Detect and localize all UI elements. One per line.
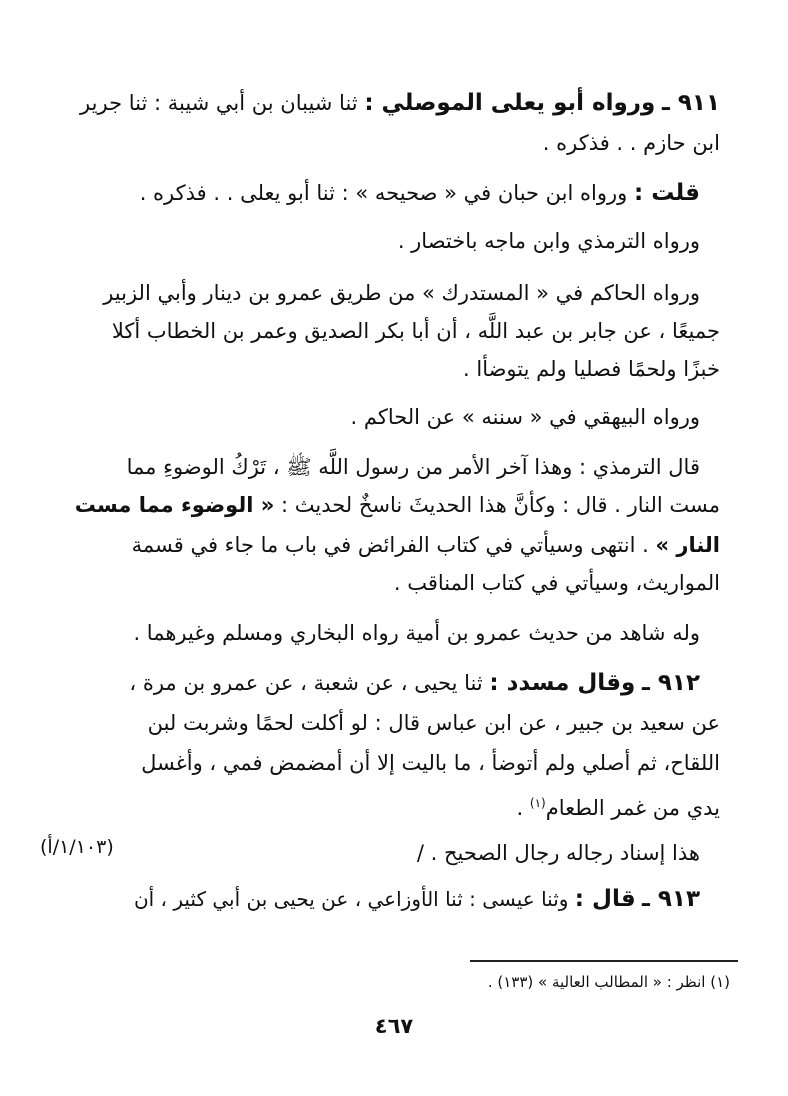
- hadith-number: ٩١٣ ـ: [642, 886, 700, 912]
- para-hakim-line-2: جميعًا ، عن جابر بن عبد اللَّه ، أن أبا بكر الصديق وعمر بن الخطاب أكلا: [111, 319, 720, 343]
- hadith-number: ٩١١ ـ: [662, 90, 720, 116]
- manuscript-margin-reference: (١/١٠٣/أ): [40, 836, 114, 858]
- narrator-lead: قال :: [574, 886, 636, 912]
- note-lead: قلت :: [633, 180, 700, 206]
- hadith-text: وثنا عيسى : ثنا الأوزاعي ، عن يحيى بن أبي كثير ، أن: [133, 887, 569, 911]
- hadith-number: ٩١٢ ـ: [642, 670, 700, 696]
- para-tirmidhi-said-line-3: [131, 530, 720, 560]
- footnote-separator: [470, 960, 738, 962]
- hadith-912-line-1: [129, 668, 700, 698]
- text-segment: . انتهى وسيأتي في كتاب الفرائض في باب ما جاء في قسمة: [131, 533, 649, 557]
- quoted-hadith-end: النار »: [655, 533, 720, 557]
- hadith-911-line-1: [80, 88, 720, 118]
- para-hakim-line-1: ورواه الحاكم في « المستدرك » من طريق عمرو بن دينار وأبي الزبير: [103, 281, 700, 305]
- para-tirmidhi: ورواه الترمذي وابن ماجه باختصار .: [397, 229, 700, 253]
- hadith-913-line-1: [133, 884, 700, 914]
- narrator-lead: وقال مسدد :: [489, 670, 636, 696]
- note-text: ورواه ابن حبان في « صحيحه » : ثنا أبو يعلى . . فذكره .: [139, 181, 628, 205]
- note-qultu: [140, 178, 700, 208]
- para-tirmidhi-said-line-4: المواريث، وسيأتي في كتاب المناقب .: [393, 571, 720, 595]
- isnad-note: هذا إسناد رجاله رجال الصحيح . /: [416, 841, 700, 865]
- hadith-912-line-2: عن سعيد بن جبير ، عن ابن عباس قال : لو أكلت لحمًا وشربت لبن: [147, 711, 720, 735]
- hadith-text: ثنا يحيى ، عن شعبة ، عن عمرو بن مرة ،: [129, 671, 483, 695]
- para-tirmidhi-said-line-2: [74, 490, 720, 520]
- quoted-hadith: « الوضوء مما مست: [74, 493, 275, 517]
- page-number: ٤٦٧: [374, 1014, 414, 1038]
- hadith-912-line-4: [517, 788, 720, 823]
- hadith-text: يدي من غمر الطعام: [545, 796, 720, 820]
- para-witness: وله شاهد من حديث عمرو بن أمية رواه البخاري ومسلم وغيرهما .: [133, 621, 700, 645]
- hadith-912-line-3: اللقاح، ثم أصلي ولم أتوضأ ، ما باليت إلا أن أمضمض فمي ، وأغسل: [141, 751, 720, 775]
- hadith-text: ثنا شيبان بن أبي شيبة : ثنا جرير: [80, 91, 358, 115]
- text-segment: مست النار . قال : وكأنَّ هذا الحديثَ ناسخٌ لحديث :: [281, 493, 720, 517]
- hadith-911-line-2: ابن حازم . . فذكره .: [542, 131, 720, 155]
- para-bayhaqi: ورواه البيهقي في « سننه » عن الحاكم .: [350, 405, 700, 429]
- para-tirmidhi-said-line-1: قال الترمذي : وهذا آخر الأمر من رسول اللَّه ﷺ ، تَرْكُ الوضوءِ مما: [126, 455, 700, 479]
- footnote-marker: (١): [529, 796, 546, 810]
- narrator-lead: ورواه أبو يعلى الموصلي :: [364, 90, 656, 116]
- footnote: (١) انظر : « المطالب العالية » (١٣٣) .: [487, 973, 730, 991]
- text-end: .: [516, 796, 530, 820]
- para-hakim-line-3: خبزًا ولحمًا فصليا ولم يتوضأا .: [463, 357, 720, 381]
